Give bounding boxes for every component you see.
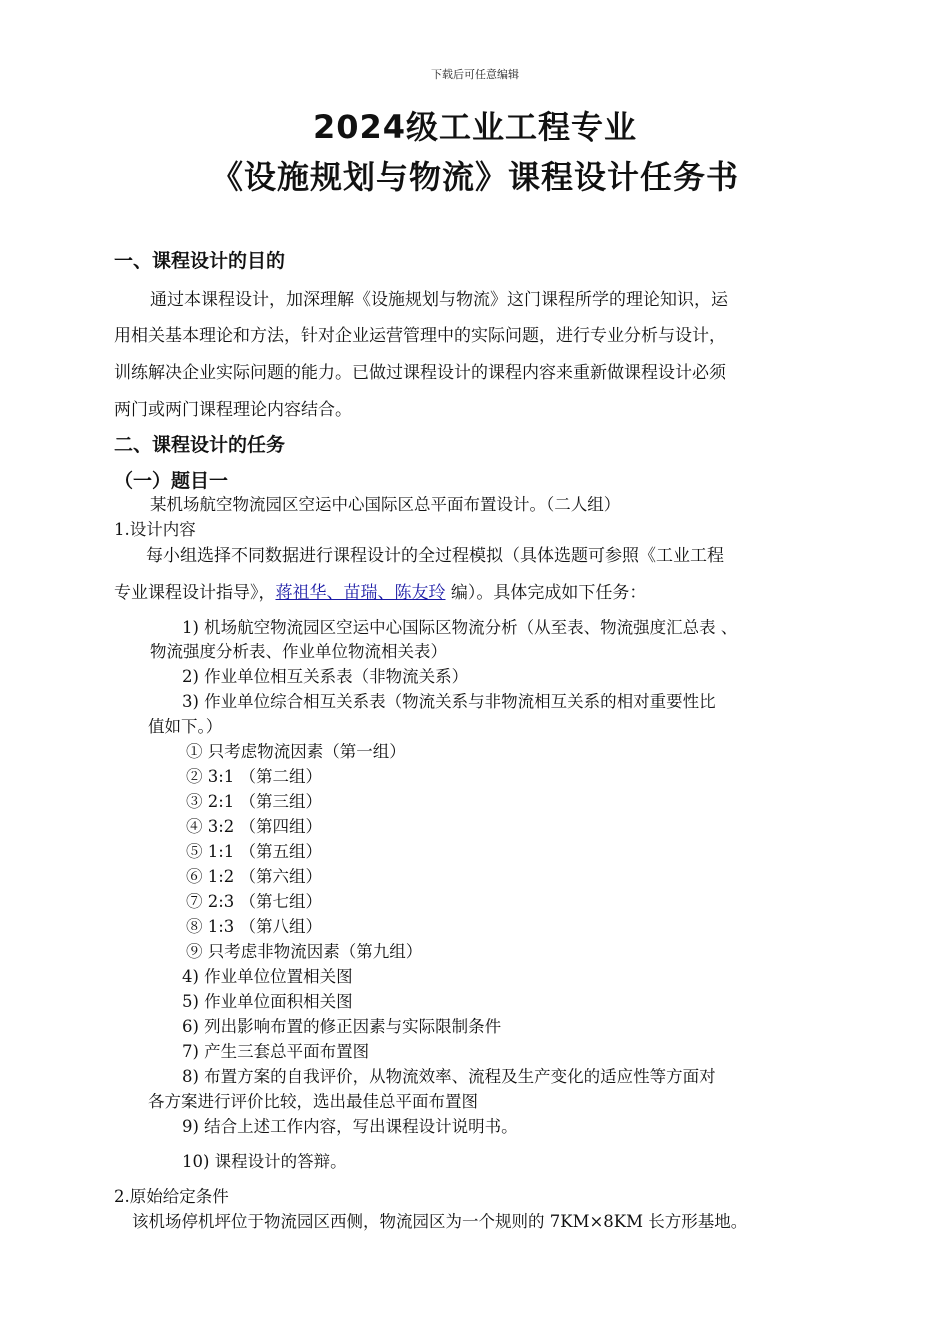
- task-2: 2) 作业单位相互关系表（非物流关系）: [182, 667, 469, 686]
- ratio-item-5: ⑤ 1:1 （第五组）: [186, 842, 323, 861]
- section-1-line-3: 训练解决企业实际问题的能力。已做过课程设计的课程内容来重新做课程设计必须: [114, 363, 726, 383]
- design-content-label: 1.设计内容: [114, 520, 196, 539]
- ratio-item-2: ② 3:1 （第二组）: [186, 767, 323, 786]
- page-title-line-2: 《设施规划与物流》课程设计任务书: [210, 158, 739, 196]
- page-title-line-1: 2024级工业工程专业: [312, 108, 638, 146]
- task-9: 9) 结合上述工作内容，写出课程设计说明书。: [182, 1117, 518, 1136]
- ratio-item-6: ⑥ 1:2 （第六组）: [186, 867, 323, 886]
- ratio-item-9: ⑨ 只考虑非物流因素（第九组）: [186, 942, 423, 961]
- section-1-heading: 一、课程设计的目的: [114, 250, 286, 272]
- ratio-item-1: ① 只考虑物流因素（第一组）: [186, 742, 406, 761]
- task-3-line-2: 值如下。）: [148, 717, 223, 736]
- ratio-item-4: ④ 3:2 （第四组）: [186, 817, 323, 836]
- task-10: 10) 课程设计的答辩。: [182, 1152, 347, 1171]
- section-1-line-4: 两门或两门课程理论内容结合。: [114, 400, 352, 420]
- task-8-line-2: 各方案进行评价比较，选出最佳总平面布置图: [148, 1092, 478, 1111]
- task-1-line-2: 物流强度分析表、作业单位物流相关表）: [150, 642, 447, 661]
- header-note: 下载后可任意编辑: [431, 68, 519, 81]
- section-2-heading: 二、课程设计的任务: [114, 434, 286, 456]
- ratio-item-3: ③ 2:1 （第三组）: [186, 792, 323, 811]
- task-7: 7) 产生三套总平面布置图: [182, 1042, 370, 1061]
- topic-line: 某机场航空物流园区空运中心国际区总平面布置设计。（二人组）: [150, 495, 621, 514]
- ratio-item-8: ⑧ 1:3 （第八组）: [186, 917, 323, 936]
- intro-line-1: 每小组选择不同数据进行课程设计的全过程模拟（具体选题可参照《工业工程: [146, 546, 724, 566]
- task-1-line-1: 1) 机场航空物流园区空运中心国际区物流分析（从至表、物流强度汇总表 、: [182, 618, 738, 637]
- ratio-item-7: ⑦ 2:3 （第七组）: [186, 892, 323, 911]
- section-2-sub-heading: （一）题目一: [114, 470, 229, 492]
- task-6: 6) 列出影响布置的修正因素与实际限制条件: [182, 1017, 502, 1036]
- intro-line-2-start: 专业课程设计指导》，: [114, 583, 276, 603]
- task-4: 4) 作业单位位置相关图: [182, 967, 353, 986]
- conditions-label: 2.原始给定条件: [114, 1187, 229, 1206]
- intro-line-2: [114, 578, 646, 603]
- conditions-text: 该机场停机坪位于物流园区西侧，物流园区为一个规则的 7KM×8KM 长方形基地。: [132, 1212, 748, 1231]
- task-5: 5) 作业单位面积相关图: [182, 992, 353, 1011]
- authors-link[interactable]: 蒋祖华、苗瑞、陈友玲: [275, 583, 446, 603]
- task-8-line-1: 8) 布置方案的自我评价，从物流效率、流程及生产变化的适应性等方面对: [182, 1067, 716, 1086]
- task-3-line-1: 3) 作业单位综合相互关系表（物流关系与非物流相互关系的相对重要性比: [182, 692, 716, 711]
- section-1-line-2: 用相关基本理论和方法，针对企业运营管理中的实际问题，进行专业分析与设计，: [114, 326, 726, 346]
- section-1-line-1: 通过本课程设计，加深理解《设施规划与物流》这门课程所学的理论知识，运: [150, 290, 728, 310]
- intro-line-2-end: 编）。具体完成如下任务：: [445, 583, 647, 603]
